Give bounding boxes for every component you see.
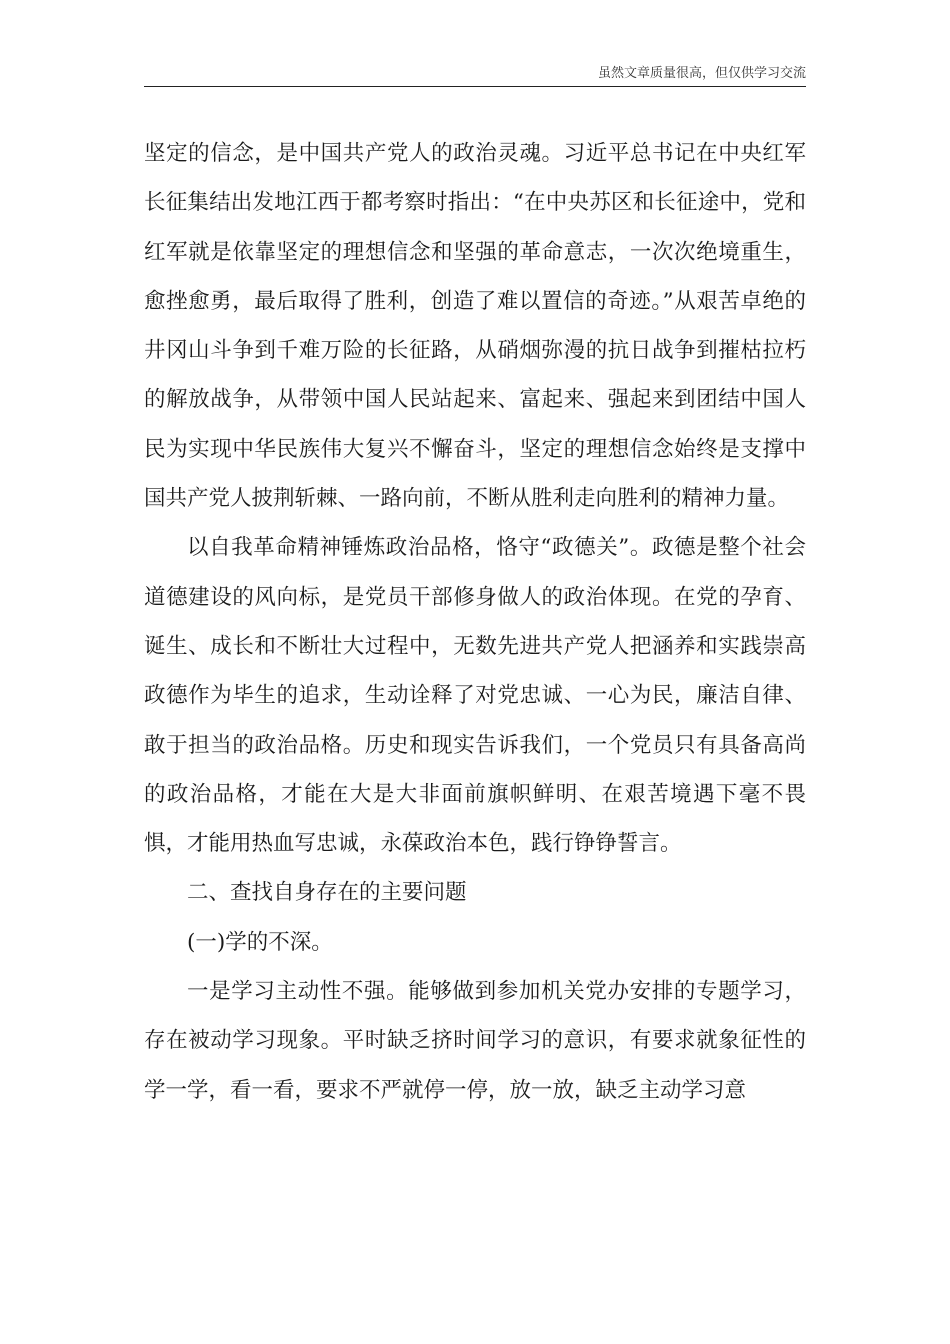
header-text: 虽然文章质量很高，但仅供学习交流	[597, 66, 806, 81]
paragraph-3: 一是学习主动性不强。能够做到参加机关党办安排的专题学习，存在被动学习现象。平时缺乏挤时间学习的意识，有要求就象征性的学一学，看一看，要求不严就停一停，放一放，缺乏主动学习意	[144, 979, 806, 1103]
page-header	[144, 66, 806, 87]
paragraph-1: 坚定的信念，是中国共产党人的政治灵魂。习近平总书记在中央红军长征集结出发地江西于都考察时指出：“在中央苏区和长征途中，党和红军就是依靠坚定的理想信念和坚强的革命意志，一次次绝境重生，愈挫愈勇，最后取得了胜利，创造了难以置信的奇迹。”从艰苦卓绝的井冈山斗争到千难万险的长征路，从硝烟弥漫的抗日战争到摧枯拉朽的解放战争，从带领中国人民站起来、富起来、强起来到团结中国人民为实现中华民族伟大复兴不懈奋斗，坚定的理想信念始终是支撑中国共产党人披荆斩棘、一路向前，不断从胜利走向胜利的精神力量。	[144, 141, 806, 512]
section-heading: 二、查找自身存在的主要问题	[187, 880, 467, 906]
document-body	[144, 129, 806, 1115]
subsection-heading: (一)学的不深。	[187, 929, 333, 955]
paragraph-2: 以自我革命精神锤炼政治品格，恪守“政德关”。政德是整个社会道德建设的风向标，是党员干部修身做人的政治体现。在党的孕育、诞生、成长和不断壮大过程中，无数先进共产党人把涵养和实践崇高政德作为毕生的追求，生动诠释了对党忠诚、一心为民，廉洁自律、敢于担当的政治品格。历史和现实告诉我们，一个党员只有具备高尚的政治品格，才能在大是大非面前旗帜鲜明、在艰苦境遇下毫不畏惧，才能用热血写忠诚，永葆政治本色，践行铮铮誓言。	[144, 535, 806, 857]
